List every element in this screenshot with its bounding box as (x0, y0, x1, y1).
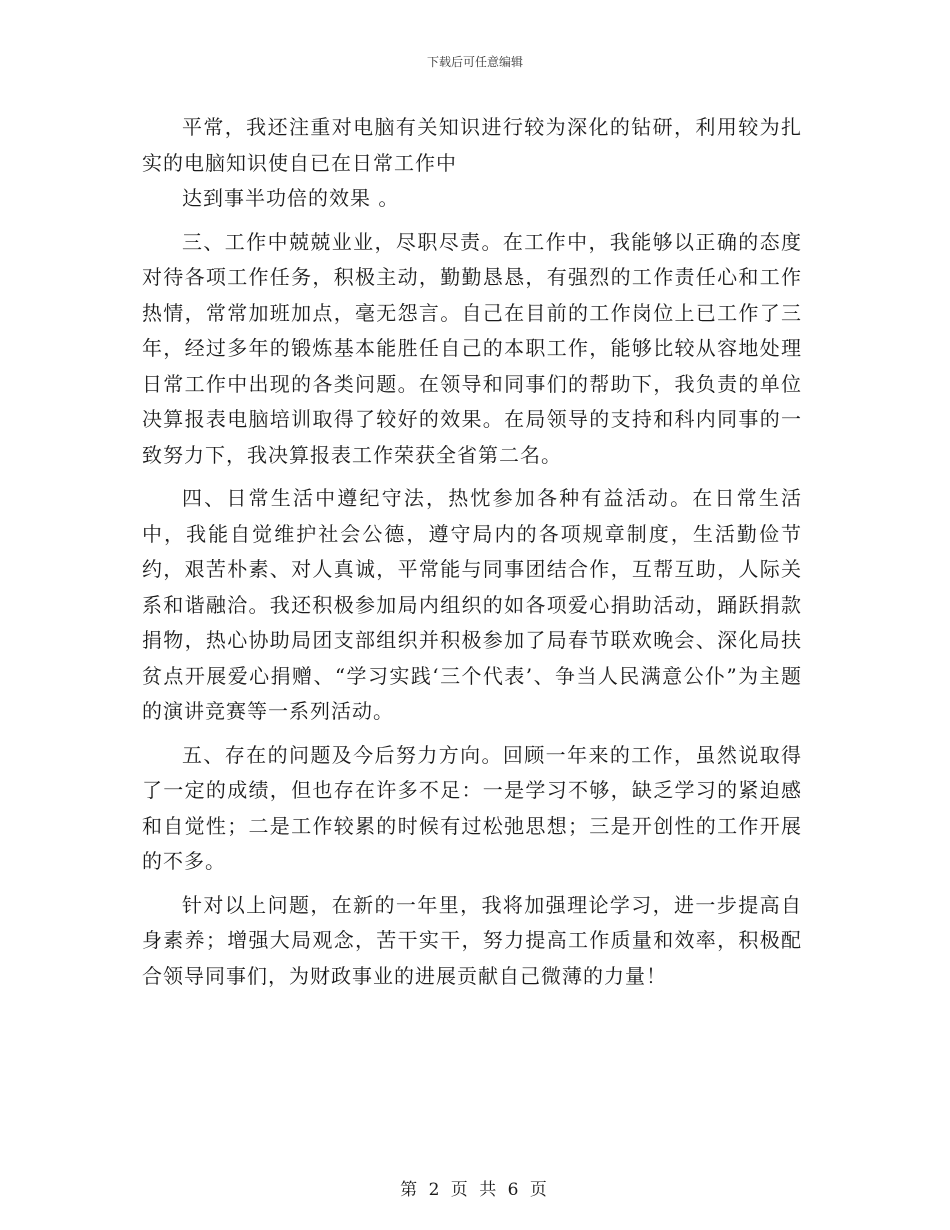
paragraph-section-four: 四、日常生活中遵纪守法，热忱参加各种有益活动。在日常生活中，我能自觉维护社会公德，遵守局内的各项规章制度，生活勤俭节约，艰苦朴素、对人真诚，平常能与同事团结合作，互帮互助，人际关系和谐融洽。我还积极参加局内组织的如各项爱心捐助活动，踊跃捐款捐物，热心协助局团支部组织并积极参加了局春节联欢晚会、深化局扶贫点开展爱心捐赠、“学习实践‘三个代表’、争当人民满意公仆”为主题的演讲竞赛等一系列活动。 (142, 486, 802, 723)
paragraph-section-three: 三、工作中兢兢业业，尽职尽责。在工作中，我能够以正确的态度对待各项工作任务，积极主动，勤勤恳恳，有强烈的工作责任心和工作热情，常常加班加点，毫无怨言。自己在目前的工作岗位上已工作了三年，经过多年的锻炼基本能胜任自己的本职工作，能够比较从容地处理日常工作中出现的各类问题。在领导和同事们的帮助下，我负责的单位决算报表电脑培训取得了较好的效果。在局领导的支持和科内同事的一致努力下，我决算报表工作荣获全省第二名。 (142, 229, 802, 467)
page-header-note: 下载后可任意编辑 (426, 55, 523, 69)
paragraph-section-five: 五、存在的问题及今后努力方向。回顾一年来的工作，虽然说取得了一定的成绩，但也存在许多不足：一是学习不够，缺乏学习的紧迫感和自觉性；二是工作较累的时候有过松弛思想；三是开创性的工作开展的不多。 (142, 742, 802, 873)
paragraph-computer-skills: 平常，我还注重对电脑有关知识进行较为深化的钻研，利用较为扎实的电脑知识使自已在日常工作中 (142, 115, 802, 175)
paragraph-effect: 达到事半功倍的效果 。 (182, 186, 400, 210)
document-body (142, 110, 802, 994)
paragraph-conclusion: 针对以上问题，在新的一年里，我将加强理论学习，进一步提高自身素养；增强大局观念，苦干实干，努力提高工作质量和效率，积极配合领导同事们，为财政事业的进展贡献自己微薄的力量！ (142, 892, 802, 988)
page-number: 第 2 页 共 6 页 (400, 1180, 550, 1200)
